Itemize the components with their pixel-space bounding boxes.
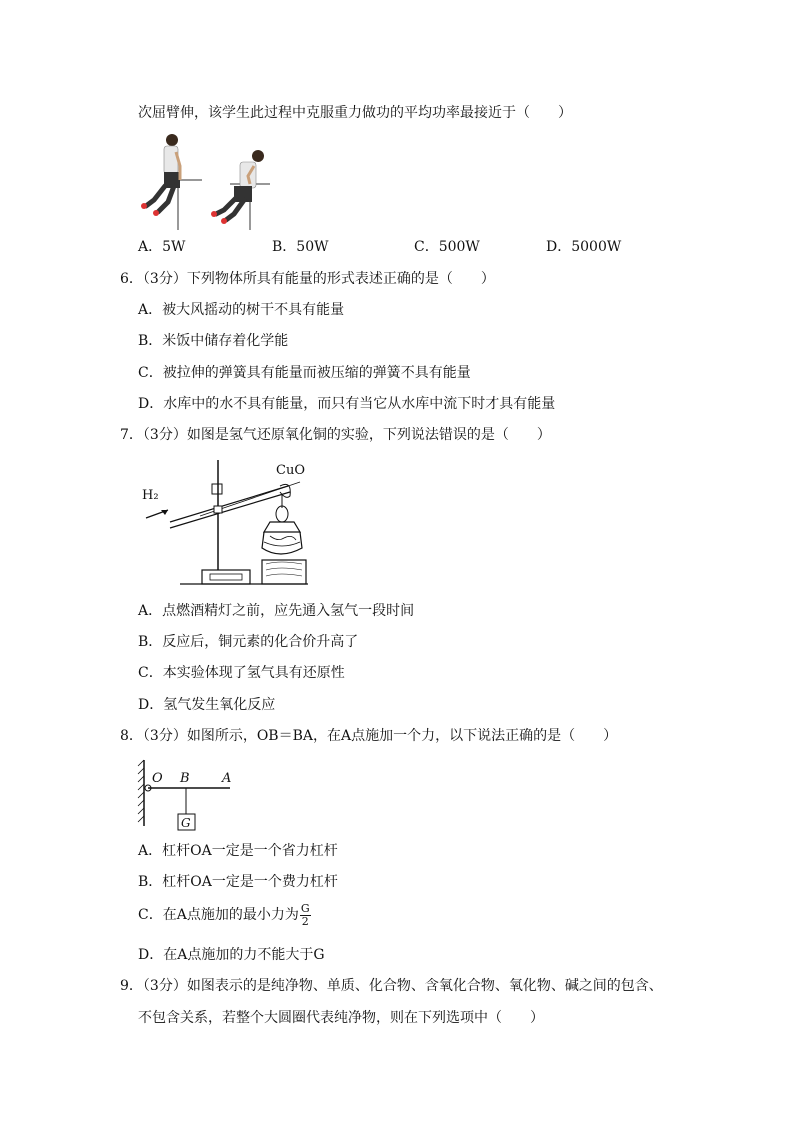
q6-option-b: B．米饭中储存着化学能 — [138, 333, 289, 349]
label-b: B — [180, 771, 190, 786]
cuo-label: CuO — [276, 463, 305, 478]
q5-stem: 次屈臂伸，该学生此过程中克服重力做功的平均功率最接近于（ ） — [138, 105, 572, 121]
student-figure-2 — [211, 150, 270, 230]
label-o: O — [152, 771, 163, 786]
label-g: G — [181, 816, 191, 830]
q6-option-a: A．被大风摇动的树干不具有能量 — [138, 302, 345, 318]
label-a: A — [222, 771, 232, 786]
q5-option-d: D．5000W — [546, 239, 622, 255]
q6-stem: 6．（3分）下列物体所具有能量的形式表述正确的是（ ） — [120, 271, 495, 287]
glass-tube — [170, 486, 288, 522]
q6-option-c: C．被拉伸的弹簧具有能量而被压缩的弹簧不具有能量 — [138, 365, 471, 381]
q7-option-d: D．氢气发生氧化反应 — [138, 697, 276, 713]
q8-option-d: D．在A点施加的力不能大于G — [138, 947, 325, 963]
q8-option-c-text: C．在A点施加的最小力为 — [138, 907, 299, 923]
q8-figure-lever — [136, 758, 236, 834]
fraction-denominator: 2 — [301, 914, 309, 928]
alcohol-lamp — [264, 522, 300, 532]
q9-stem-line-1: 9．（3分）如图表示的是纯净物、单质、化合物、含氧化合物、氧化物、碱之间的包含、 — [120, 978, 663, 994]
q8-stem: 8．（3分）如图所示，OB＝BA，在A点施加一个力，以下说法正确的是（ ） — [120, 728, 618, 744]
q7-option-c: C．本实验体现了氢气具有还原性 — [138, 665, 345, 681]
q7-option-a: A．点燃酒精灯之前，应先通入氢气一段时间 — [138, 603, 415, 619]
fraction-g-over-2 — [300, 903, 311, 928]
q5-option-c: C．500W — [414, 239, 480, 255]
h2-label: H₂ — [142, 488, 159, 503]
q9-stem-line-2: 不包含关系，若整个大圆圈代表纯净物，则在下列选项中（ ） — [138, 1010, 544, 1026]
flame — [276, 506, 288, 522]
q7-stem: 7．（3分）如图是氢气还原氧化铜的实验，下列说法错误的是（ ） — [120, 427, 551, 443]
q7-figure-h2-reduction-apparatus — [140, 456, 312, 588]
q8-option-a: A．杠杆OA一定是一个省力杠杆 — [138, 843, 338, 859]
q8-option-c — [138, 902, 311, 928]
fraction-numerator: G — [300, 901, 310, 915]
q6-option-d: D．水库中的水不具有能量，而只有当它从水库中流下时才具有能量 — [138, 396, 556, 412]
q5-option-a: A．5W — [138, 239, 186, 255]
stand-base — [202, 570, 250, 584]
q8-option-b: B．杠杆OA一定是一个费力杠杆 — [138, 874, 338, 890]
q7-option-b: B．反应后，铜元素的化合价升高了 — [138, 634, 359, 650]
q5-option-b: B．50W — [272, 239, 329, 255]
q5-figure-student-dips — [134, 126, 274, 232]
student-figure-1 — [141, 134, 202, 230]
